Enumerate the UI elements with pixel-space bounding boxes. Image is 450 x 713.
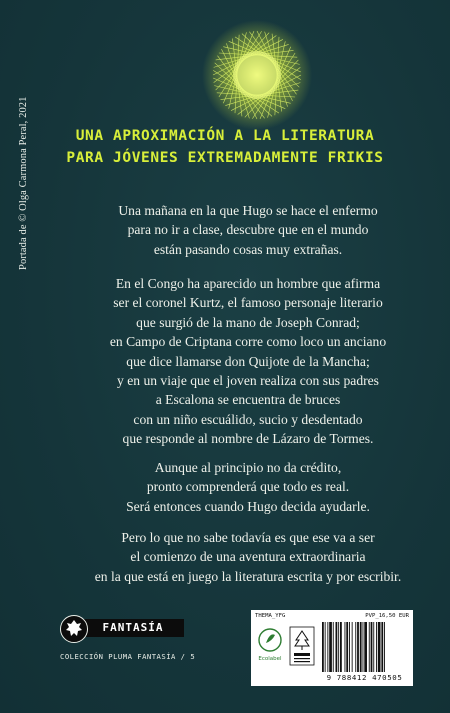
thema-code: THEMA_YFG: [255, 613, 286, 619]
synopsis-paragraph-2: [78, 274, 418, 449]
synopsis-line: ser el coronel Kurtz, el famoso personaje literario: [113, 295, 383, 311]
collection-label: COLECCIÓN PLUMA FANTASÍA / 5: [60, 652, 196, 661]
synopsis-line: para no ir a clase, descubre que en el mundo: [127, 222, 369, 238]
fsc-tree-icon: [288, 624, 316, 668]
logo-label: FANTASÍA: [82, 619, 184, 637]
tagline-line-2: PARA JÓVENES EXTREMADAMENTE FRIKIS: [66, 150, 384, 166]
synopsis-line: el comienzo de una aventura extraordinaria: [130, 549, 366, 565]
synopsis-paragraph-3: [78, 458, 418, 516]
synopsis-line: Una mañana en la que Hugo se hace el enfermo: [118, 203, 378, 218]
synopsis-line: están pasando cosas muy extrañas.: [153, 241, 343, 257]
synopsis-line: en Campo de Criptana corre como loco un anciano: [109, 334, 387, 350]
tagline-line-1: UNA APROXIMACIÓN A LA LITERATURA: [75, 128, 375, 144]
synopsis-line: con un niño escuálido, sucio y desdentado: [133, 411, 363, 427]
synopsis-line: Aunque al principio no da crédito,: [154, 460, 342, 475]
synopsis-line: a Escalona se encuentra de bruces: [155, 392, 341, 408]
synopsis-line: pronto comprenderá que todo es real.: [146, 479, 350, 495]
ecolabel-text: Ecolabel: [258, 656, 282, 662]
glowing-sun-illustration: [202, 20, 312, 130]
synopsis-paragraph-4: [78, 528, 418, 586]
barcode-icon: [321, 622, 409, 672]
synopsis-line: Será entonces cuando Hugo decida ayudarle.: [126, 498, 370, 514]
ecolabel-icon: [255, 624, 285, 668]
synopsis-line: que responde al nombre de Lázaro de Tormes.: [122, 431, 374, 447]
isbn-digits: 9 788412 470505: [326, 673, 403, 682]
price-label: PVP_16,50 EUR: [365, 613, 409, 619]
synopsis-line: Pero lo que no sabe todavía es que ese va a ser: [121, 530, 375, 545]
barcode-panel: [251, 610, 413, 686]
synopsis-line: que dice llamarse don Quijote de la Mancha;: [126, 353, 370, 369]
lion-emblem-icon: [60, 615, 88, 643]
synopsis-paragraph-1: [78, 201, 418, 259]
synopsis-line: En el Congo ha aparecido un hombre que afirma: [115, 276, 381, 291]
synopsis-line: que surgió de la mano de Joseph Conrad;: [136, 314, 360, 330]
synopsis-line: en la que está en juego la literatura escrita y por escribir.: [94, 568, 402, 584]
synopsis-line: y en un viaje que el joven realiza con sus padres: [117, 373, 379, 389]
cover-credit: Portada de © Olga Carmona Peral, 2021: [18, 96, 29, 270]
